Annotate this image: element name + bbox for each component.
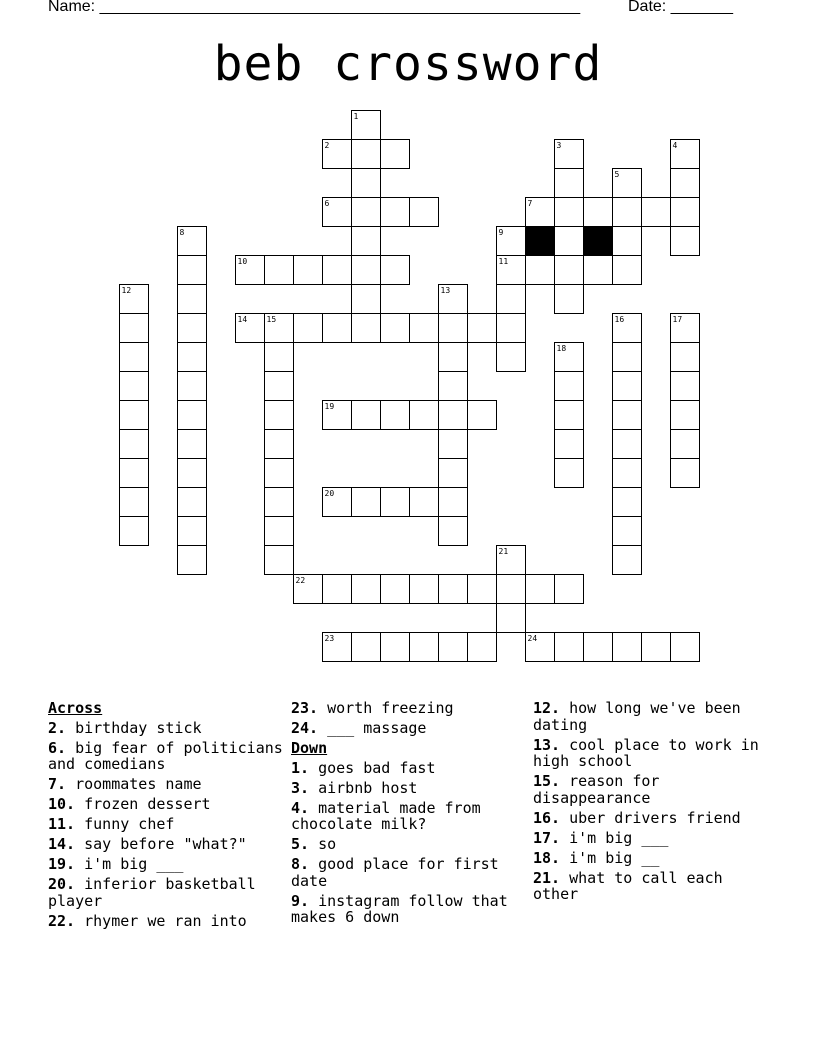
grid-cell[interactable] [439,488,468,517]
grid-cell[interactable] [381,488,410,517]
grid-cell[interactable] [352,227,381,256]
grid-cell[interactable] [584,256,613,285]
cell-number: 21 [498,547,509,556]
grid-cell[interactable] [439,343,468,372]
cell-number: 22 [295,576,306,585]
grid-cell[interactable] [178,517,207,546]
cell-number: 12 [121,286,132,295]
grid-cell[interactable] [555,633,584,662]
grid-cell[interactable] [120,372,149,401]
clue-number: 9. [291,891,310,910]
clue-text: goes bad fast [318,758,436,777]
clue-number: 18. [533,848,561,867]
clue-text: birthday stick [75,718,202,737]
clue-text: frozen dessert [84,795,211,813]
clue-number: 8. [291,855,310,873]
clue-number: 21. [533,868,561,887]
clue-number: 20. [48,875,76,893]
grid-cell[interactable] [410,575,439,604]
grid-cell[interactable] [642,633,671,662]
grid-cell[interactable] [671,372,700,401]
puzzle-title: beb crossword [213,36,603,92]
grid-cell[interactable] [584,633,613,662]
grid-cell[interactable] [671,459,700,488]
grid-cell[interactable] [526,256,555,285]
grid-cell[interactable] [439,517,468,546]
grid-cell[interactable] [671,198,700,227]
grid-cell[interactable] [497,314,526,343]
grid-cell[interactable] [178,430,207,459]
grid-cell[interactable] [265,488,294,517]
grid-cell[interactable] [381,198,410,227]
grid-cell[interactable] [671,227,700,256]
grid-cell[interactable] [265,401,294,430]
clue-text: ___ massage [327,719,427,737]
across-clue [48,816,288,833]
down-clue [291,760,531,777]
cell-number: 13 [440,286,451,295]
clue-number: 1. [291,758,310,777]
clue-text: instagram follow that makes 6 down [291,891,508,926]
grid-cell[interactable] [555,459,584,488]
grid-cell[interactable] [613,227,642,256]
cell-number: 17 [672,315,683,324]
grid-cell[interactable] [265,343,294,372]
down-clue [291,800,531,833]
grid-cell[interactable] [439,575,468,604]
clue-number: 11. [48,815,76,833]
clue-number: 15. [533,772,561,790]
grid-cell[interactable] [381,314,410,343]
clue-number: 22. [48,911,76,930]
cell-number: 24 [527,634,538,643]
grid-cell[interactable] [352,488,381,517]
grid-cell[interactable] [352,256,381,285]
grid-cell[interactable] [410,401,439,430]
clue-text: rhymer we ran into [84,911,247,930]
grid-cell[interactable] [265,372,294,401]
grid-cell[interactable] [555,401,584,430]
down-clue [291,893,531,926]
grid-cell[interactable] [613,430,642,459]
grid-cell[interactable] [178,459,207,488]
clue-text: material made from chocolate milk? [291,798,481,833]
grid-cell[interactable] [178,488,207,517]
cell-number: 4 [672,141,678,150]
down-clue [533,830,768,847]
grid-cell[interactable] [468,401,497,430]
grid-cell[interactable] [410,198,439,227]
clue-text: say before "what?" [84,835,247,853]
grid-cell[interactable] [352,314,381,343]
clue-number: 3. [291,778,310,797]
grid-cell[interactable] [671,633,700,662]
down-clue [533,700,768,733]
grid-cell[interactable] [613,459,642,488]
down-clue [291,836,531,853]
cell-number: 14 [237,315,248,324]
grid-cell[interactable] [178,285,207,314]
clue-text: inferior basketball player [48,875,256,910]
grid-cell[interactable] [381,256,410,285]
grid-cell[interactable] [265,430,294,459]
grid-cell[interactable] [439,430,468,459]
grid-cell[interactable] [381,140,410,169]
across-clue [291,700,531,717]
grid-cell[interactable] [555,169,584,198]
down-clue [533,810,768,827]
clue-text: big fear of politicians and comedians [48,738,283,773]
grid-cell[interactable] [352,198,381,227]
grid-cell[interactable] [613,198,642,227]
clue-column-3 [533,700,768,906]
across-clue [48,720,288,737]
grid-cell[interactable] [265,546,294,575]
name-field-label: Name: ______________________________________________________ [48,0,581,15]
clue-column-1 [48,700,288,933]
clue-number: 23. [291,699,319,717]
grid-cell[interactable] [497,285,526,314]
cell-number: 1 [353,112,359,121]
grid-cell[interactable] [120,517,149,546]
clue-text: funny chef [84,815,175,833]
black-square [584,227,613,256]
grid-cell[interactable] [555,575,584,604]
black-square [526,227,555,256]
clue-number: 12. [533,699,561,717]
cell-number: 20 [324,489,335,498]
grid-cell[interactable] [265,517,294,546]
grid-cell[interactable] [120,401,149,430]
grid-cell[interactable] [178,314,207,343]
grid-cell[interactable] [178,256,207,285]
grid-cell[interactable] [555,227,584,256]
across-clue [291,720,531,737]
grid-cell[interactable] [265,459,294,488]
grid-cell[interactable] [120,488,149,517]
grid-cell[interactable] [120,343,149,372]
grid-cell[interactable] [642,198,671,227]
grid-cell[interactable] [352,633,381,662]
clue-text: uber drivers friend [569,808,741,827]
down-heading: Down [291,739,328,757]
clue-text: so [318,835,337,853]
cell-number: 10 [237,257,248,266]
across-clue [48,740,288,773]
grid-cell[interactable] [120,430,149,459]
cell-number: 9 [498,228,504,237]
grid-cell[interactable] [468,575,497,604]
grid-cell[interactable] [381,401,410,430]
cell-number: 11 [498,257,509,266]
grid-cell[interactable] [120,459,149,488]
across-clue [48,796,288,813]
across-clue [48,836,288,853]
grid-cell[interactable] [497,343,526,372]
across-clue [48,776,288,793]
grid-cell[interactable] [613,372,642,401]
grid-cell[interactable] [671,430,700,459]
grid-cell[interactable] [323,575,352,604]
clue-text: worth freezing [327,699,454,717]
grid-cell[interactable] [294,256,323,285]
clue-text: airbnb host [318,778,418,797]
across-heading: Across [48,699,103,717]
across-clue [48,876,288,909]
grid-cell[interactable] [671,169,700,198]
grid-cell[interactable] [178,343,207,372]
cell-number: 8 [179,228,185,237]
grid-cell[interactable] [468,633,497,662]
clue-number: 14. [48,835,76,853]
grid-cell[interactable] [613,401,642,430]
grid-cell[interactable] [584,198,613,227]
grid-cell[interactable] [555,430,584,459]
clue-number: 7. [48,775,67,793]
grid-cell[interactable] [671,401,700,430]
clue-number: 24. [291,719,319,737]
clue-text: i'm big ___ [84,855,184,873]
cell-number: 16 [614,315,625,324]
clue-number: 13. [533,735,561,754]
clue-number: 19. [48,855,76,873]
grid-cell[interactable] [410,314,439,343]
cell-number: 7 [527,199,533,208]
clue-number: 4. [291,798,310,817]
grid-cell[interactable] [439,633,468,662]
grid-cell[interactable] [410,488,439,517]
down-clue [533,737,768,770]
across-clue [48,913,288,930]
grid-cell[interactable] [381,575,410,604]
grid-cell[interactable] [439,459,468,488]
cell-number: 19 [324,402,335,411]
down-clue [533,850,768,867]
grid-cell[interactable] [178,372,207,401]
clue-number: 17. [533,828,561,847]
grid-cell[interactable] [410,633,439,662]
grid-cell[interactable] [323,256,352,285]
grid-cell[interactable] [555,256,584,285]
cell-number: 23 [324,634,335,643]
clue-text: how long we've been dating [533,699,741,734]
cell-number: 2 [324,141,330,150]
clue-number: 2. [48,718,67,737]
cell-number: 18 [556,344,567,353]
clue-column-2 [291,700,531,929]
clue-text: i'm big __ [569,848,660,867]
grid-cell[interactable] [613,517,642,546]
down-clue [291,856,531,889]
date-field-label: Date: _______ [628,0,733,15]
cell-number: 6 [324,199,330,208]
clue-text: i'm big ___ [569,828,669,847]
grid-cell[interactable] [352,401,381,430]
grid-cell[interactable] [381,633,410,662]
clue-number: 5. [291,835,310,853]
down-clue [533,773,768,806]
grid-cell[interactable] [671,343,700,372]
cell-number: 3 [556,141,562,150]
grid-cell[interactable] [613,633,642,662]
grid-cell[interactable] [497,575,526,604]
grid-cell[interactable] [439,401,468,430]
grid-cell[interactable] [497,604,526,633]
clue-number: 10. [48,795,76,813]
grid-cell[interactable] [613,256,642,285]
grid-cell[interactable] [352,285,381,314]
grid-cell[interactable] [468,314,497,343]
across-clue [48,856,288,873]
grid-cell[interactable] [439,314,468,343]
grid-cell[interactable] [265,256,294,285]
grid-cell[interactable] [613,546,642,575]
down-clue [291,780,531,797]
grid-cell[interactable] [294,314,323,343]
grid-cell[interactable] [352,140,381,169]
grid-cell[interactable] [120,314,149,343]
down-clue [533,870,768,903]
cell-number: 5 [614,170,620,179]
grid-cell[interactable] [555,285,584,314]
clue-number: 6. [48,738,67,757]
grid-cell[interactable] [526,575,555,604]
grid-cell[interactable] [178,401,207,430]
grid-cell[interactable] [555,372,584,401]
grid-cell[interactable] [352,169,381,198]
grid-cell[interactable] [178,546,207,575]
clue-text: reason for disappearance [533,772,660,807]
clue-text: good place for first date [291,855,499,890]
grid-cell[interactable] [613,343,642,372]
clue-number: 16. [533,808,561,827]
grid-cell[interactable] [613,488,642,517]
clue-text: what to call each other [533,868,723,903]
clue-text: roommates name [75,775,202,793]
grid-cell[interactable] [323,314,352,343]
clue-text: cool place to work in high school [533,735,759,770]
cell-number: 15 [266,315,277,324]
grid-cell[interactable] [555,198,584,227]
grid-cell[interactable] [439,372,468,401]
grid-cell[interactable] [352,575,381,604]
